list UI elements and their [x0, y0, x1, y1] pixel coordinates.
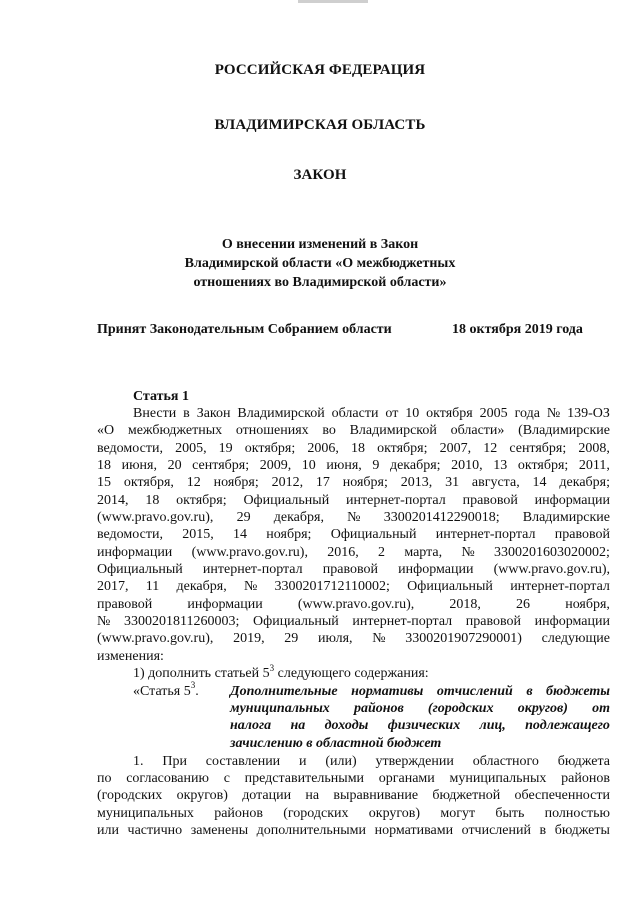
body-line: Официальный интернет-портал правовой информации (www.pravo.gov.ru), [97, 562, 610, 578]
body-line: (www.pravo.gov.ru), 29 декабря, № 3300201412290018; Владимирские [97, 510, 610, 526]
body-line: 15 октября, 12 ноября; 2012, 17 ноября; 2013, 31 августа, 14 декабря; [97, 475, 610, 491]
art53-title-line: Дополнительные нормативы отчислений в бюджеты [230, 683, 610, 699]
item-1 [97, 662, 610, 682]
body-line: ведомости, 2015, 14 ноября; Официальный интернет-портал правовой [97, 527, 610, 543]
law-title-line: Владимирской области «О межбюджетных [184, 256, 456, 271]
body-line: ведомости, 2005, 19 октября; 2006, 18 октября; 2007, 12 сентября; 2008, [97, 440, 610, 456]
article-1-body [97, 405, 610, 839]
doc-type-heading: ЗАКОН [293, 167, 347, 183]
body-line: № 3300201811260003; Официальный интернет-портал правовой информации [97, 614, 610, 630]
adopted-by: Принят Законодательным Собранием области [97, 322, 392, 337]
country-heading: РОССИЙСКАЯ ФЕДЕРАЦИЯ [214, 62, 426, 78]
body-line: информации (www.pravo.gov.ru), 2016, 2 марта, № 3300201603020002; [97, 544, 610, 560]
article-5-3-label [133, 679, 199, 700]
art53-title-line: налога на доходы физических лиц, подлежащего [230, 718, 610, 734]
article-5-3-title [230, 683, 610, 752]
point-1-line: (городских округов) дотации на выравнивание бюджетной обеспеченности [97, 788, 610, 804]
law-title [0, 235, 640, 292]
law-title-line: О внесении изменений в Закон [221, 237, 419, 252]
item-1-suffix: следующего содержания: [274, 666, 429, 682]
art53-label-sup: 3 [190, 679, 196, 690]
body-line: 2014, 18 октября; Официальный интернет-портал правовой информации [97, 492, 610, 508]
adopted-date: 18 октября 2019 года [452, 322, 583, 337]
art53-label-prefix: «Статья 5 [133, 683, 191, 699]
region-heading: ВЛАДИМИРСКАЯ ОБЛАСТЬ [214, 117, 426, 133]
body-line: Внести в Закон Владимирской области от 10 октября 2005 года № 139-ОЗ [133, 406, 610, 421]
body-line: 2017, 11 декабря, № 3300201712110002; Официальный интернет-портал [97, 579, 610, 595]
art53-title-line: муниципальных районов (городских округов) от [230, 700, 610, 716]
law-title-line: отношениях во Владимирской области» [193, 275, 447, 290]
body-line: 18 июня, 20 сентября; 2009, 10 июня, 9 декабря; 2010, 13 октября; 2011, [97, 458, 610, 474]
item-1-sup: 3 [269, 662, 275, 673]
item-1-prefix: 1) дополнить статьей 5 [133, 666, 270, 682]
article-1-heading: Статья 1 [133, 389, 189, 404]
point-1-line: муниципальных районов (городских округов) могут быть полностью [97, 805, 610, 821]
point-1-line: или частично заменены дополнительными нормативами отчислений в бюджеты [97, 822, 610, 838]
art53-label-suffix: . [195, 683, 199, 699]
article-5-3 [97, 679, 610, 753]
body-line: правовой информации (www.pravo.gov.ru), 2018, 26 ноября, [97, 596, 610, 612]
body-line-last: изменения: [97, 648, 164, 664]
art53-title-line-last: зачислению в областной бюджет [230, 735, 442, 751]
point-1-line: по согласованию с представительными органами муниципальных районов [97, 770, 610, 786]
scan-artifact [298, 0, 368, 3]
point-1-line: 1. При составлении и (или) утверждении областного бюджета [133, 753, 610, 769]
body-line: «О межбюджетных отношениях во Владимирской области» (Владимирские [97, 423, 610, 439]
body-line: (www.pravo.gov.ru), 2019, 29 июля, № 3300201907290001) следующие [97, 631, 610, 647]
